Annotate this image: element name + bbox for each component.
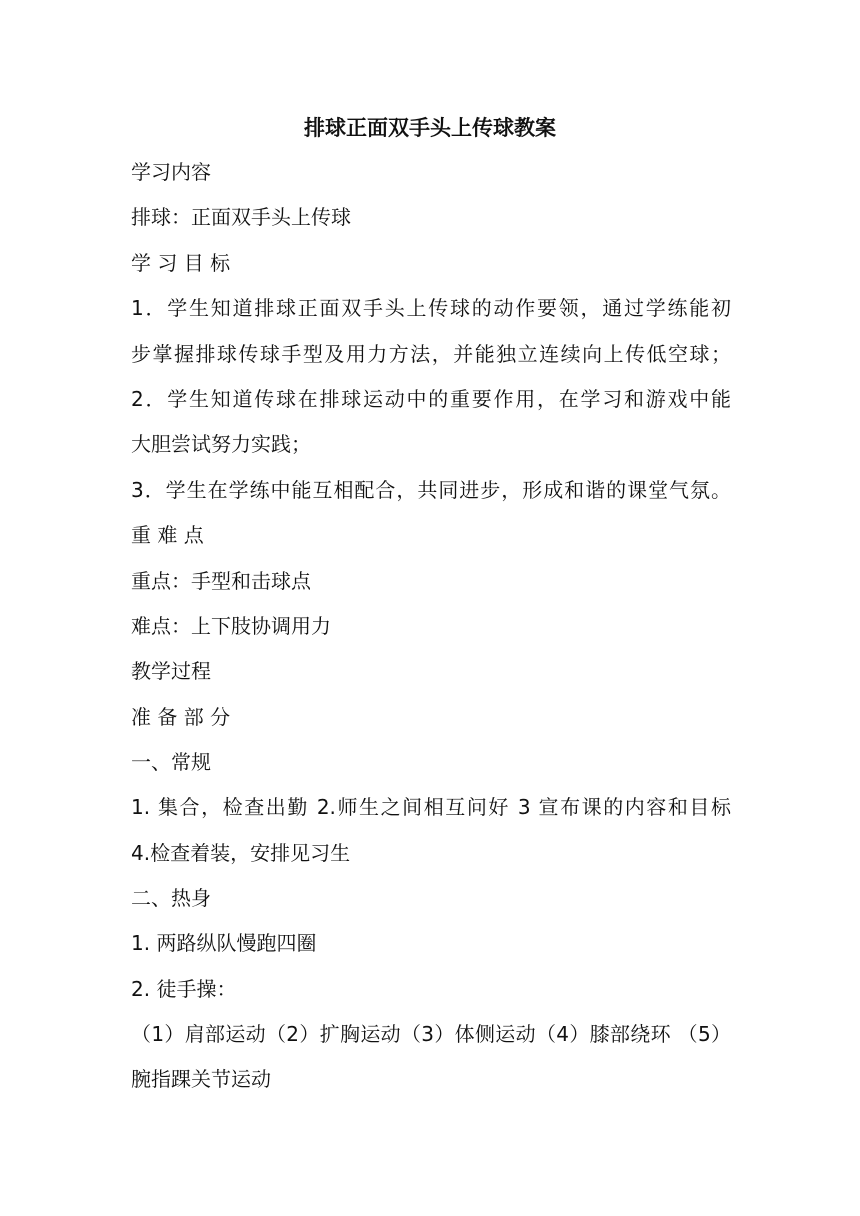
- goal-2-line-2: 大胆尝试努力实践；: [131, 432, 311, 456]
- warmup-item-2: 2. 徒手操：: [131, 977, 237, 1001]
- heading-teaching-process: 教学过程: [131, 659, 211, 683]
- goal-1-line-2: 步掌握排球传球手型及用力方法，并能独立连续向上传低空球；: [131, 342, 731, 366]
- exercise-list-line-2: 腕指踝关节运动: [131, 1067, 271, 1091]
- routine-line-1: 1. 集合，检查出勤 2.师生之间相互问好 3 宣布课的内容和目标: [131, 795, 731, 819]
- warmup-item-1: 1. 两路纵队慢跑四圈: [131, 931, 317, 955]
- goal-3: 3．学生在学练中能互相配合，共同进步，形成和谐的课堂气氛。: [131, 478, 731, 502]
- key-point: 重点：手型和击球点: [131, 569, 311, 593]
- heading-learning-content: 学习内容: [131, 160, 211, 184]
- difficult-point: 难点：上下肢协调用力: [131, 614, 331, 638]
- learning-content-text: 排球：正面双手头上传球: [131, 205, 351, 229]
- heading-preparation-part: 准 备 部 分: [131, 705, 231, 729]
- heading-key-difficult-points: 重 难 点: [131, 523, 204, 547]
- goal-1-line-1: 1．学生知道排球正面双手头上传球的动作要领，通过学练能初: [131, 296, 731, 320]
- routine-line-2: 4.检查着装，安排见习生: [131, 841, 351, 865]
- heading-learning-goals: 学 习 目 标: [131, 251, 231, 275]
- section-warmup: 二、热身: [131, 886, 211, 910]
- goal-2-line-1: 2．学生知道传球在排球运动中的重要作用，在学习和游戏中能: [131, 387, 731, 411]
- document-title: 排球正面双手头上传球教案: [304, 116, 556, 140]
- section-routine: 一、常规: [131, 750, 211, 774]
- exercise-list-line-1: （1）肩部运动（2）扩胸运动（3）体侧运动（4）膝部绕环 （5）: [131, 1022, 731, 1046]
